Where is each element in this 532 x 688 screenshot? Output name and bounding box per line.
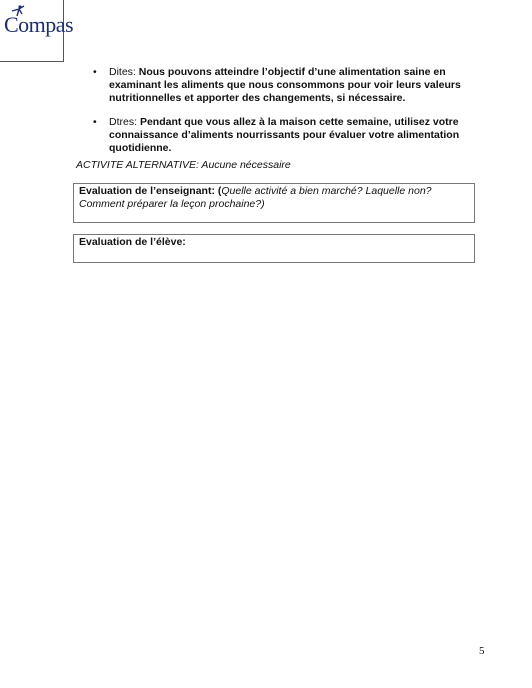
- bullet-text: Nous pouvons atteindre l’objectif d’une alimentation saine en examinant les aliments que nous consommons pour voir leurs valeurs nutritionnelles et apporter des changements, si nécessaire.: [109, 66, 461, 104]
- list-item: [93, 116, 473, 155]
- alternative-activity: ACTIVITE ALTERNATIVE: Aucune nécessaire: [76, 159, 291, 171]
- bullet-icon: •: [93, 116, 97, 128]
- student-evaluation-box: [73, 234, 475, 263]
- bullet-lead: Dites:: [109, 66, 136, 78]
- page-number: 5: [479, 645, 485, 657]
- instruction-list: [93, 66, 473, 166]
- teacher-eval-label: Evaluation de l’enseignant: (: [79, 185, 222, 197]
- compas-logo: [0, 0, 74, 62]
- bullet-lead: Dtres:: [109, 116, 138, 128]
- teacher-evaluation-box: [73, 183, 475, 223]
- bullet-text: Pendant que vous allez à la maison cette semaine, utilisez votre connaissance d’aliments nourrissants pour évaluer votre alimentation quotidienne.: [109, 116, 460, 154]
- list-item: [93, 66, 473, 105]
- bullet-icon: •: [93, 66, 97, 78]
- teacher-eval-question: Quelle activité a bien marché? Laquelle non? Comment préparer la leçon prochaine?): [79, 185, 432, 210]
- student-eval-label: Evaluation de l’élève:: [79, 236, 186, 248]
- logo-wordmark: Compas: [4, 12, 74, 37]
